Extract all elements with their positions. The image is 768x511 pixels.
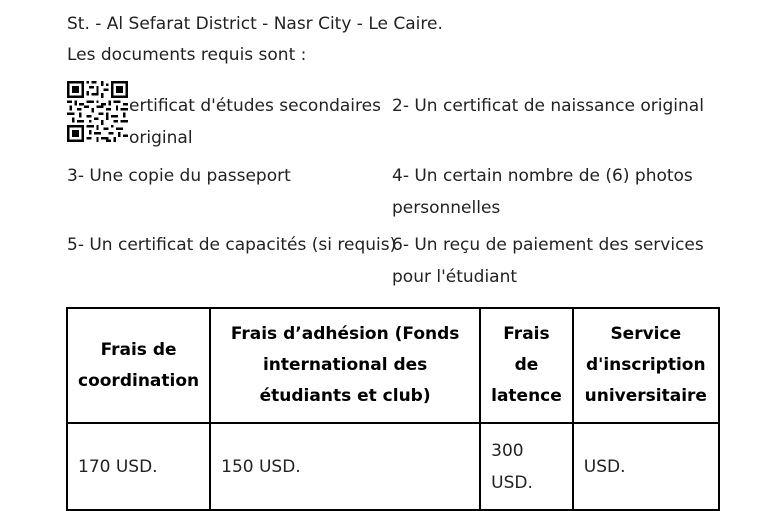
cell-frais-adhesion: 150 USD.: [210, 423, 480, 510]
header-frais-latence: Frais de latence: [480, 308, 573, 423]
header-service-inscription: Service d'inscription universitaire: [573, 308, 719, 423]
document-item-1-line1: ertificat d'études secondaires: [129, 96, 381, 116]
qr-code-icon[interactable]: [67, 81, 128, 142]
document-item-4-line1: 4- Un certain nombre de (6) photos: [392, 166, 693, 186]
cell-frais-coordination: 170 USD.: [67, 423, 210, 510]
document-item-5: 5- Un certificat de capacités (si requis): [67, 235, 397, 255]
document-item-4-line2: personnelles: [392, 198, 501, 218]
cell-frais-latence: 300 USD.: [480, 423, 573, 510]
table-header-row: [67, 308, 719, 423]
document-item-2: 2- Un certificat de naissance original: [392, 96, 704, 116]
document-item-6-line1: 6- Un reçu de paiement des services: [392, 235, 704, 255]
table-row: [67, 423, 719, 510]
document-item-3: 3- Une copie du passeport: [67, 166, 291, 186]
header-frais-adhesion: Frais d’adhésion (Fonds international des étudiants et club): [210, 308, 480, 423]
document-item-6-line2: pour l'étudiant: [392, 267, 518, 287]
header-frais-coordination: Frais de coordination: [67, 308, 210, 423]
cell-service-inscription: USD.: [573, 423, 719, 510]
fees-table: [66, 307, 720, 511]
documents-intro: Les documents requis sont :: [67, 45, 307, 65]
address-line: St. - Al Sefarat District - Nasr City - Le Caire.: [67, 14, 443, 34]
document-item-1-line2: original: [129, 128, 193, 148]
